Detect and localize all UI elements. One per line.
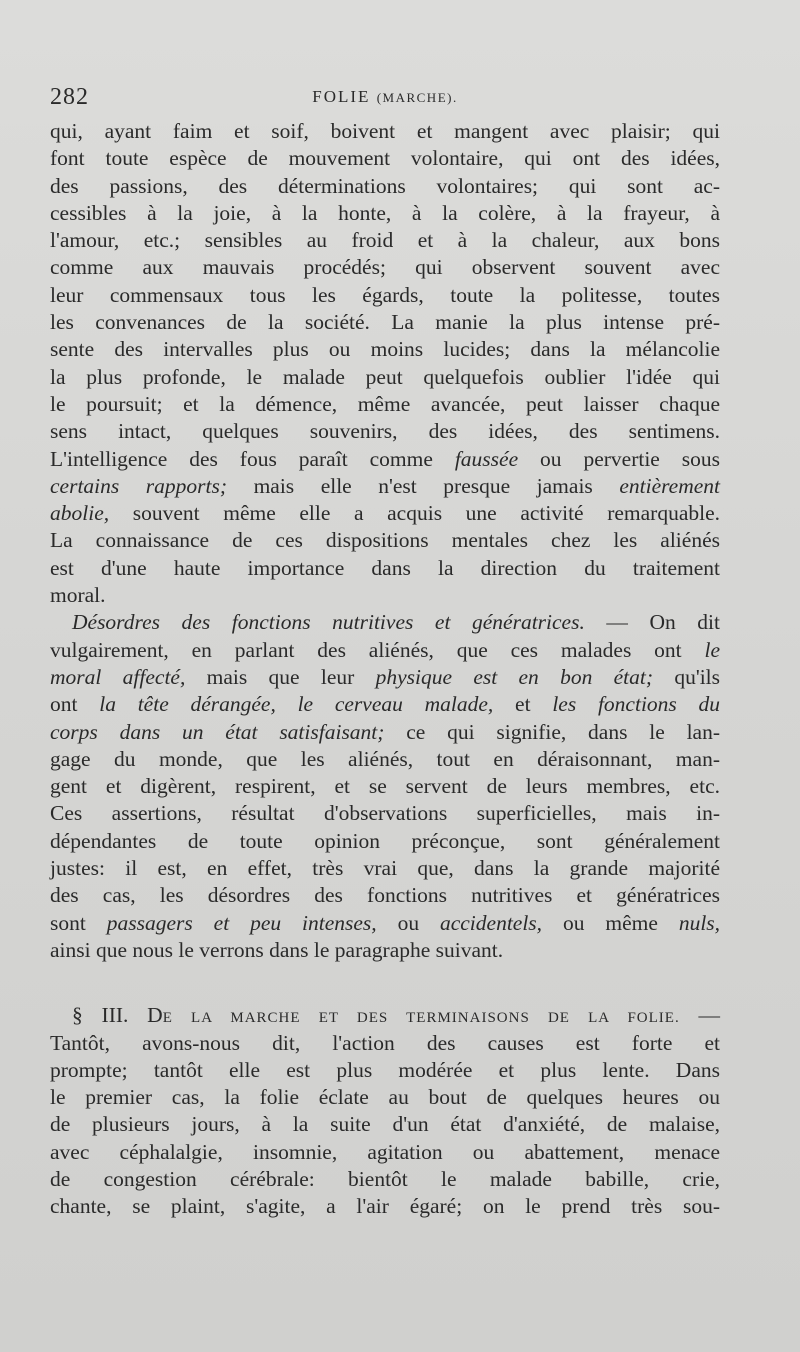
text-line: gent et digèrent, respirent, et se servent de leurs membres, etc. [50, 774, 720, 799]
italic-span: la tête dérangée, le cerveau malade, [99, 692, 494, 717]
text-span: souvent même elle a acquis une activité remarquable. [132, 501, 721, 526]
italic-span: corps dans un état satisfaisant; [50, 719, 385, 744]
text-line: sens intact, quelques souvenirs, des idées, des sentimens. [50, 419, 720, 444]
text-span: ou [397, 910, 420, 935]
page-header [50, 84, 720, 116]
text-line: est d'une haute importance dans la direction du traitement [50, 555, 720, 580]
section-gap [50, 964, 720, 1002]
text-line: justes: il est, en effet, très vrai que, dans la grande majorité [50, 856, 720, 881]
body-text [50, 118, 720, 1221]
text-line: le premier cas, la folie éclate au bout de quelques heures ou [50, 1085, 720, 1110]
italic-span: faussée [454, 446, 519, 471]
text-line [50, 473, 720, 500]
text-line: comme aux mauvais procédés; qui observent souvent avec [50, 255, 720, 280]
text-span: vulgairement, en parlant des aliénés, que ces malades ont [50, 637, 682, 662]
text-line: ainsi que nous le verrons dans le paragraphe suivant. [50, 937, 504, 962]
italic-span: Désordres des fonctions nutritives et génératrices. [72, 610, 585, 635]
small-caps-span: E LA MARCHE ET DES TERMINAISONS DE LA FOLIE. [162, 1010, 680, 1027]
text-line: La connaissance de ces dispositions mentales chez les aliénés [50, 528, 720, 553]
text-line [50, 609, 720, 636]
text-span: qu'ils [674, 664, 721, 689]
text-line: prompte; tantôt elle est plus modérée et plus lente. Dans [50, 1057, 720, 1082]
text-line: les convenances de la société. La manie la plus intense pré- [50, 310, 720, 335]
text-span: mais que leur [206, 664, 355, 689]
text-span: ou même [562, 910, 658, 935]
text-line: qui, ayant faim et soif, boivent et mangent avec plaisir; qui [50, 119, 720, 143]
text-line: avec céphalalgie, insomnie, agitation ou abattement, menace [50, 1139, 720, 1164]
text-line: Ces assertions, résultat d'observations superficielles, mais in- [50, 801, 720, 826]
text-line: leur commensaux tous les égards, toute la politesse, toutes [50, 282, 720, 307]
text-line [50, 719, 720, 746]
text-span: sont [50, 910, 86, 935]
text-line: gage du monde, que les aliénés, tout en déraisonnant, man- [50, 746, 720, 771]
page-number: 282 [50, 84, 89, 110]
text-line: de plusieurs jours, à la suite d'un état d'anxiété, de malaise, [50, 1112, 720, 1137]
italic-span: moral affecté, [50, 664, 186, 689]
italic-span: nuls, [678, 910, 721, 935]
italic-span: entièrement [619, 473, 721, 498]
text-line: sente des intervalles plus ou moins lucides; dans la mélancolie [50, 337, 720, 362]
text-line: font toute espèce de mouvement volontaire, qui ont des idées, [50, 146, 720, 171]
running-head [50, 87, 720, 107]
text-span: mais elle n'est presque jamais [253, 473, 593, 498]
text-line [50, 446, 720, 473]
text-line [50, 637, 720, 664]
italic-span: les fonctions du [552, 692, 721, 717]
running-head-sub: (MARCHE). [376, 90, 458, 105]
text-line [50, 910, 720, 937]
text-span: ou pervertie sous [540, 446, 720, 471]
text-span: et [515, 692, 531, 717]
italic-span: certains rapports; [50, 473, 228, 498]
text-span: ont [50, 692, 78, 717]
italic-span: accidentels, [439, 910, 543, 935]
italic-span: physique est en bon état; [375, 664, 654, 689]
text-line: de congestion cérébrale: bientôt le malade babille, crie, [50, 1166, 720, 1191]
section-heading [50, 1002, 720, 1029]
text-span: — On dit [606, 610, 720, 635]
text-line: des cas, les désordres des fonctions nutritives et génératrices [50, 883, 720, 908]
text-span: L'intelligence des fous paraît comme [50, 446, 433, 471]
text-line [50, 664, 720, 691]
text-span: — [698, 1003, 720, 1028]
text-line: le poursuit; et la démence, même avancée, peut laisser chaque [50, 391, 720, 416]
italic-span: abolie, [50, 501, 110, 526]
text-line [50, 691, 720, 718]
text-span: ce qui signifie, dans le lan- [406, 719, 721, 744]
text-line: chante, se plaint, s'agite, a l'air égaré; on le prend très sou- [50, 1194, 720, 1219]
text-span: § III. D [72, 1003, 163, 1028]
text-line: Tantôt, avons-nous dit, l'action des causes est forte et [50, 1030, 720, 1055]
text-line: moral. [50, 583, 106, 608]
text-line: la plus profonde, le malade peut quelquefois oublier l'idée qui [50, 364, 720, 389]
text-line: l'amour, etc.; sensibles au froid et à la chaleur, aux bons [50, 228, 720, 253]
italic-span: le [704, 637, 720, 662]
text-line [50, 500, 720, 527]
text-line: dépendantes de toute opinion préconçue, sont généralement [50, 828, 720, 853]
running-head-main: FOLIE [312, 87, 371, 106]
text-line: cessibles à la joie, à la honte, à la colère, à la frayeur, à [50, 200, 720, 225]
text-line: des passions, des déterminations volontaires; qui sont ac- [50, 173, 720, 198]
italic-span: passagers et peu intenses, [106, 910, 377, 935]
